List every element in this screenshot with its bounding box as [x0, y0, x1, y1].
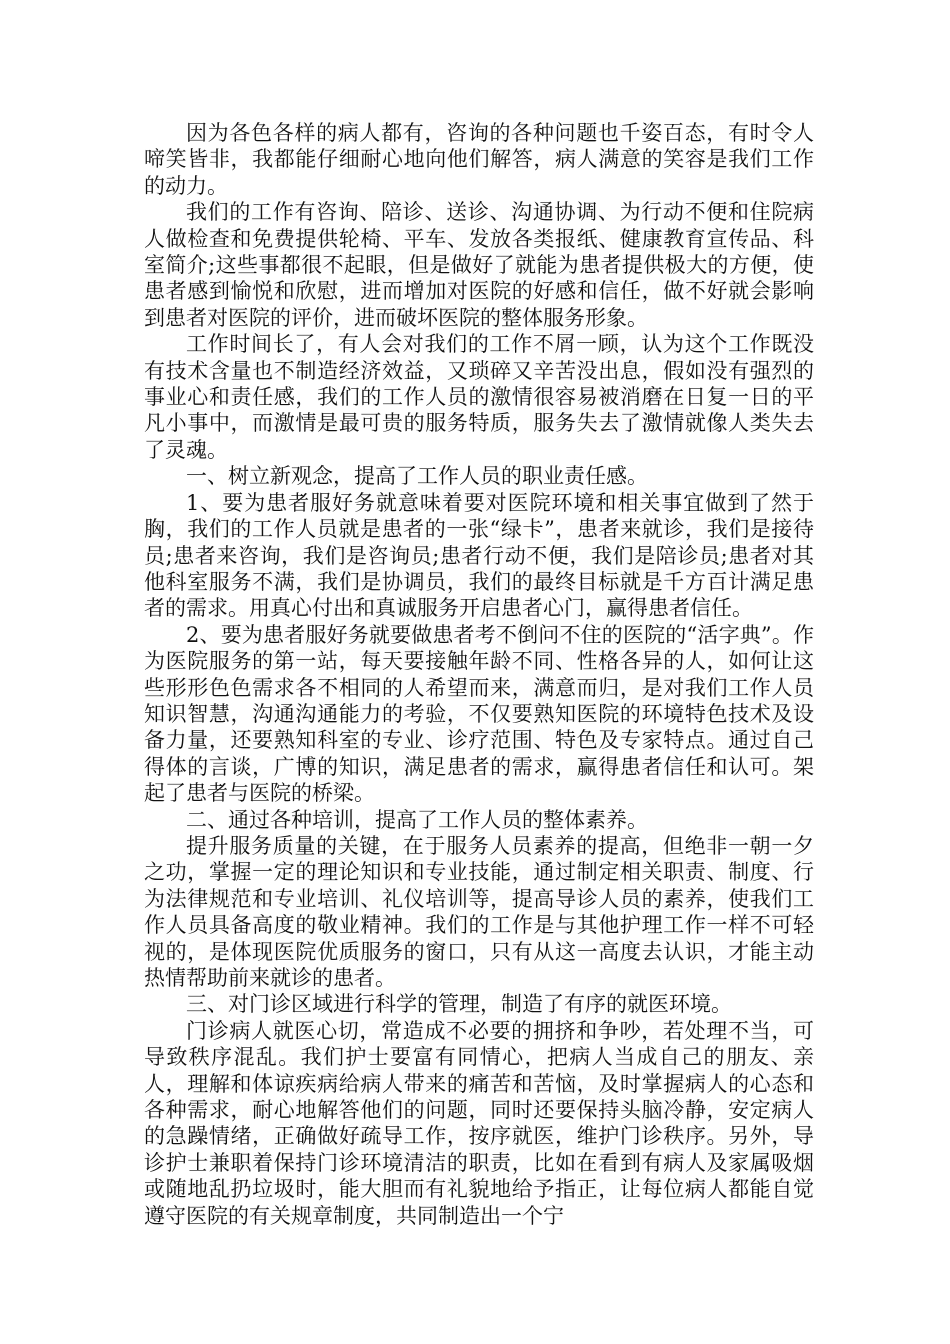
paragraph: 门诊病人就医心切，常造成不必要的拥挤和争吵，若处理不当，可导致秩序混乱。我们护士要富有同情心，把病人当成自己的朋友、亲人，理解和体谅疾病给病人带来的痛苦和苦恼，及时掌握病人的心态和各种需求，耐心地解答他们的问题，同时还要保持头脑冷静，安定病人的急躁情绪，正确做好疏导工作，按序就医，维护门诊秩序。另外，导诊护士兼职着保持门诊环境清洁的职责，比如在看到有病人及家属吸烟或随地乱扔垃圾时，能大胆而有礼貌地给予指正，让每位病人都能自觉遵守医院的有关规章制度，共同制造出一个宁 [144, 1018, 814, 1228]
paragraph: 工作时间长了，有人会对我们的工作不屑一顾，认为这个工作既没有技术含量也不制造经济效益，又琐碎又辛苦没出息，假如没有强烈的事业心和责任感，我们的工作人员的激情很容易被消磨在日复一日的平凡小事中，而激情是最可贵的服务特质，服务失去了激情就像人类失去了灵魂。 [144, 332, 814, 462]
section-heading: 三、对门诊区域进行科学的管理，制造了有序的就医环境。 [186, 992, 732, 1017]
paragraph: 因为各色各样的病人都有，咨询的各种问题也千姿百态，有时令人啼笑皆非，我都能仔细耐心地向他们解答，病人满意的笑容是我们工作的动力。 [144, 121, 814, 198]
section-heading: 二、通过各种培训，提高了工作人员的整体素养。 [186, 807, 648, 832]
paragraph: 2、要为患者服好务就要做患者考不倒问不住的医院的“活字典”。作为医院服务的第一站，每天要接触年龄不同、性格各异的人，如何让这些形形色色需求各不相同的人希望而来，满意而归，是对我们工作人员知识智慧，沟通沟通能力的考验，不仅要熟知医院的环境特色技术及设备力量，还要熟知科室的专业、诊疗范围、特色及专家特点。通过自己得体的言谈，广博的知识，满足患者的需求，赢得患者信任和认可。架起了患者与医院的桥梁。 [144, 622, 814, 806]
document-body [144, 120, 814, 1229]
paragraph: 提升服务质量的关键，在于服务人员素养的提高，但绝非一朝一夕之功，掌握一定的理论知识和专业技能，通过制定相关职责、制度、行为法律规范和专业培训、礼仪培训等，提高导诊人员的素养，使我们工作人员具备高度的敬业精神。我们的工作是与其他护理工作一样不可轻视的，是体现医院优质服务的窗口，只有从这一高度去认识，才能主动热情帮助前来就诊的患者。 [144, 833, 814, 990]
section-heading: 一、树立新观念，提高了工作人员的职业责任感。 [186, 464, 648, 489]
paragraph: 我们的工作有咨询、陪诊、送诊、沟通协调、为行动不便和住院病人做检查和免费提供轮椅、平车、发放各类报纸、健康教育宣传品、科室简介;这些事都很不起眼，但是做好了就能为患者提供极大的方便，使患者感到愉悦和欣慰，进而增加对医院的好感和信任，做不好就会影响到患者对医院的评价，进而破坏医院的整体服务形象。 [144, 200, 814, 330]
paragraph: 1、要为患者服好务就意味着要对医院环境和相关事宜做到了然于胸，我们的工作人员就是患者的一张“绿卡”，患者来就诊，我们是接待员;患者来咨询，我们是咨询员;患者行动不便，我们是陪诊员;患者对其他科室服务不满，我们是协调员，我们的最终目标就是千方百计满足患者的需求。用真心付出和真诚服务开启患者心门，赢得患者信任。 [144, 490, 814, 621]
